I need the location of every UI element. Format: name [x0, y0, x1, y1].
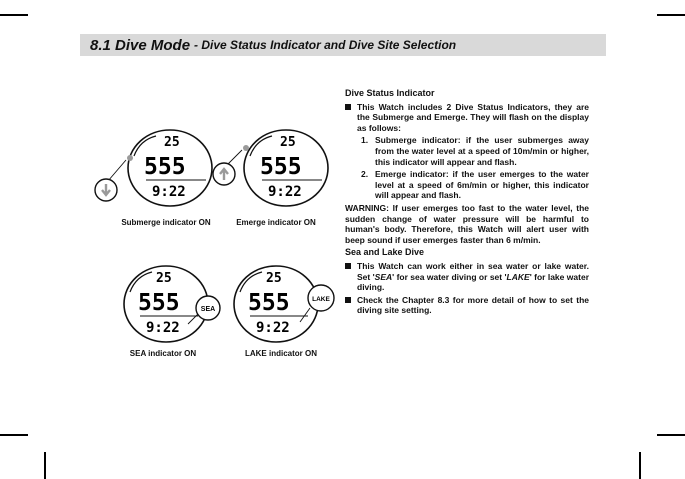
bullet-dive-status: This Watch includes 2 Dive Status Indicators, they are the Submerge and Emerge. They will flash on the display as follows: — [345, 102, 589, 134]
watch-submerge — [92, 128, 216, 208]
content-column — [345, 88, 589, 318]
section-subtitle: - Dive Status Indicator and Dive Site Selection — [194, 38, 457, 52]
heading-sea-lake-dive: Sea and Lake Dive — [345, 247, 425, 258]
section-title: 8.1 Dive Mode — [90, 36, 191, 54]
svg-text:SEA: SEA — [200, 306, 216, 313]
watch-sea — [118, 262, 228, 348]
svg-text:555: 555 — [248, 290, 290, 316]
crop-mark-left — [0, 434, 28, 436]
caption-submerge: Submerge indicator ON — [121, 218, 211, 227]
svg-text:555: 555 — [138, 290, 180, 316]
svg-text:25: 25 — [164, 135, 180, 150]
crop-mark-bottom-right — [639, 452, 641, 479]
warning-paragraph: WARNING: If user emerges too fast to the water level, the sudden change of water pressure will be harmful to human's body. Therefore, this Watch will alert user with beep sound if user emerges faster than 6 m/min. — [345, 202, 589, 245]
label-emerge: Emerge indicator: — [375, 169, 449, 180]
crop-mark-top-right — [657, 14, 685, 16]
section-header — [80, 34, 606, 56]
svg-text:9:22: 9:22 — [268, 184, 302, 200]
item-submerge-indicator: 1. Submerge indicator: if the user submerges away from the water level at a speed of 10m/min or higher, this indicator will appear and flash. — [361, 135, 589, 167]
label-submerge: Submerge indicator: — [375, 135, 461, 146]
svg-text:9:22: 9:22 — [256, 320, 290, 336]
square-bullet-icon — [345, 263, 351, 269]
lake-keyword: LAKE — [506, 271, 530, 282]
caption-lake: LAKE indicator ON — [244, 349, 317, 358]
svg-text:25: 25 — [266, 271, 282, 286]
heading-dive-status-indicator: Dive Status Indicator — [345, 88, 435, 98]
bullet-sea-lake: This Watch can work either in sea water or lake water. Set 'SEA' for sea water diving or set 'LAKE' for lake water diving. — [345, 261, 589, 293]
crop-mark-right — [657, 434, 685, 436]
item-emerge-indicator: 2. Emerge indicator: if the user emerges to the water level at a speed of 6m/min or higher, this indicator will appear and flash. — [361, 169, 589, 201]
svg-text:LAKE: LAKE — [312, 296, 330, 303]
warning-label: WARNING: — [345, 202, 389, 213]
svg-text:555: 555 — [260, 154, 302, 180]
svg-text:25: 25 — [280, 135, 296, 150]
svg-text:555: 555 — [144, 154, 186, 180]
svg-text:25: 25 — [156, 271, 172, 286]
crop-mark-top-left — [0, 14, 28, 16]
caption-sea: SEA indicator ON — [129, 349, 197, 358]
svg-text:9:22: 9:22 — [152, 184, 186, 200]
square-bullet-icon — [345, 104, 351, 110]
bullet-chapter-ref: Check the Chapter 8.3 for more detail of how to set the diving site setting. — [345, 295, 589, 316]
square-bullet-icon — [345, 297, 351, 303]
svg-text:9:22: 9:22 — [146, 320, 180, 336]
watch-lake — [228, 262, 340, 348]
sea-keyword: SEA — [374, 271, 393, 282]
watch-emerge — [208, 128, 332, 208]
crop-mark-bottom-left — [44, 452, 46, 479]
caption-emerge: Emerge indicator ON — [236, 218, 316, 227]
